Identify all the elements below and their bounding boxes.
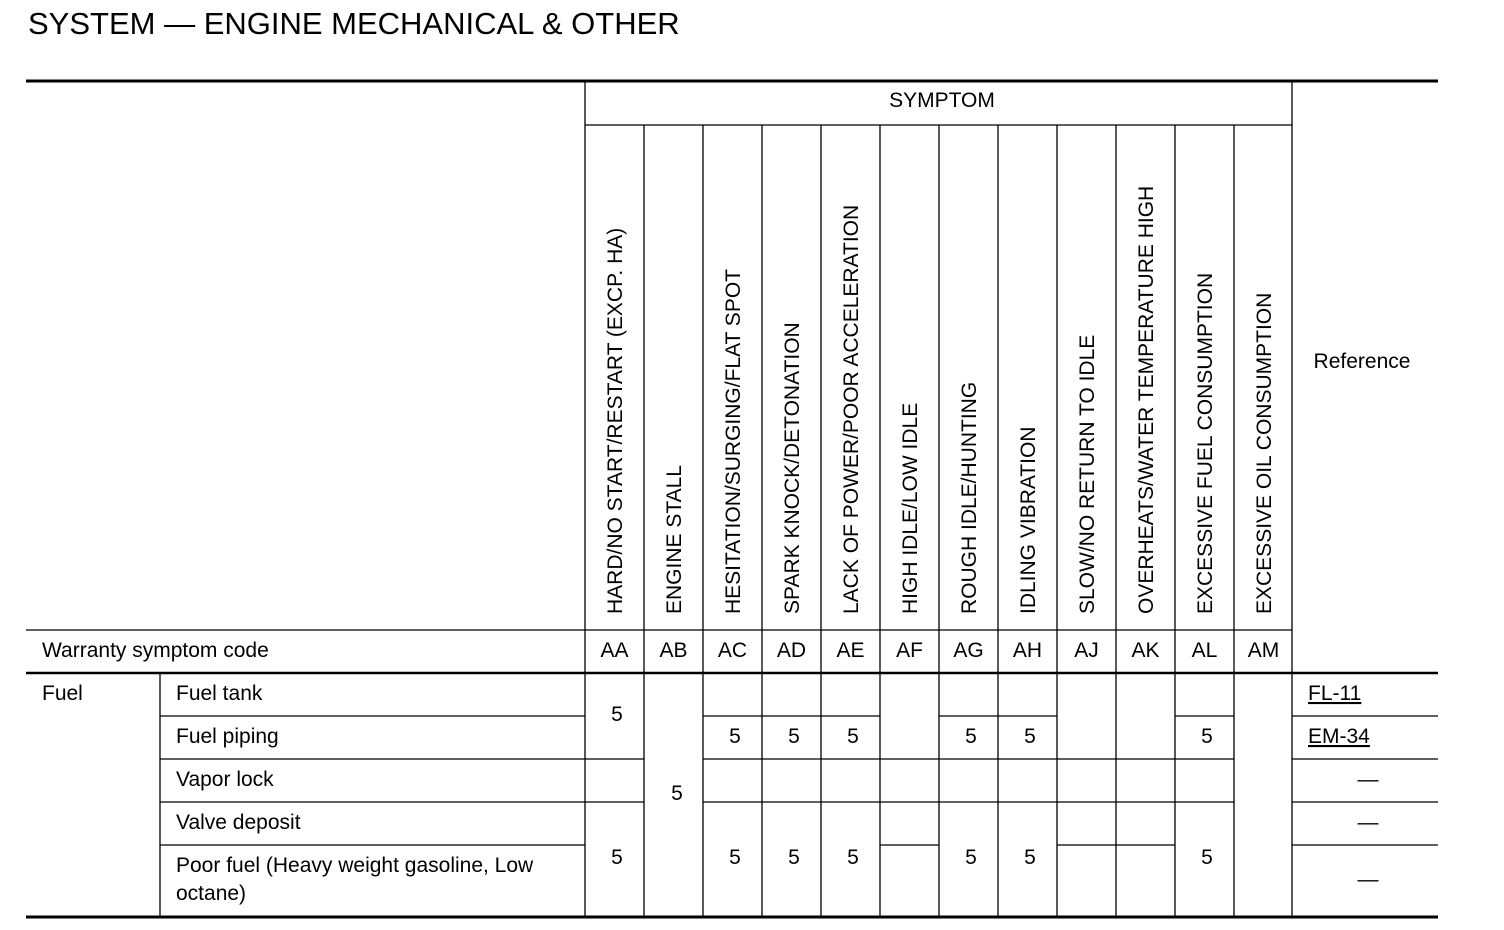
cell-value: 5 — [1024, 725, 1036, 748]
cell-value: 5 — [965, 846, 977, 869]
page-title: SYSTEM — ENGINE MECHANICAL & OTHER — [28, 6, 680, 41]
symptom-label-am: EXCESSIVE OIL CONSUMPTION — [1253, 292, 1276, 614]
symptom-label-ad: SPARK KNOCK/DETONATION — [781, 322, 804, 614]
code-ac: AC — [717, 639, 748, 662]
code-ag: AG — [953, 639, 984, 662]
reference-link-em-34[interactable] — [1308, 725, 1370, 748]
cell-value: 5 — [1201, 846, 1213, 869]
code-al: AL — [1191, 639, 1218, 662]
cell-value: 5 — [847, 725, 859, 748]
cell-value: 5 — [611, 846, 623, 869]
symptom-label-ab: ENGINE STALL — [663, 465, 686, 614]
code-ae: AE — [836, 639, 865, 662]
reference-dash: — — [1357, 811, 1379, 834]
code-ad: AD — [776, 639, 807, 662]
symptom-label-ak: OVERHEATS/WATER TEMPERATURE HIGH — [1135, 185, 1158, 614]
cell-value: 5 — [1024, 846, 1036, 869]
warranty-code-label: Warranty symptom code — [42, 639, 269, 662]
symptom-label-af: HIGH IDLE/LOW IDLE — [899, 402, 922, 614]
group-label-fuel: Fuel — [42, 682, 83, 705]
cell-value: 5 — [788, 846, 800, 869]
cell-value: 5 — [788, 725, 800, 748]
symptom-label-aj: SLOW/NO RETURN TO IDLE — [1076, 334, 1099, 614]
code-aa: AA — [600, 639, 629, 662]
row-label-poor-fuel-line2: octane) — [176, 882, 247, 905]
row-label-poor-fuel: Poor fuel (Heavy weight gasoline, Low — [176, 854, 534, 877]
cell-value: 5 — [1201, 725, 1213, 748]
code-ab: AB — [659, 639, 688, 662]
reference-header: Reference — [1313, 350, 1411, 373]
row-label-fuel-piping: Fuel piping — [176, 725, 279, 748]
cell-value: 5 — [729, 846, 741, 869]
code-af: AF — [896, 639, 923, 662]
cell-value: 5 — [847, 846, 859, 869]
symptom-label-ae: LACK OF POWER/POOR ACCELERATION — [840, 204, 863, 614]
cell-value: 5 — [611, 703, 623, 726]
symptom-header: SYMPTOM — [889, 89, 995, 112]
code-ah: AH — [1012, 639, 1043, 662]
reference-dash: — — [1357, 768, 1379, 791]
cell-value: 5 — [729, 725, 741, 748]
reference-fl-11[interactable]: FL-11 — [1308, 682, 1362, 705]
code-aj: AJ — [1074, 639, 1099, 662]
cell-value: 5 — [671, 782, 683, 805]
reference-dash: — — [1357, 868, 1379, 891]
cell-value: 5 — [965, 725, 977, 748]
code-ak: AK — [1131, 639, 1160, 662]
symptom-label-ah: IDLING VIBRATION — [1017, 426, 1040, 614]
row-label-vapor-lock: Vapor lock — [176, 768, 274, 791]
symptom-label-aa: HARD/NO START/RESTART (EXCP. HA) — [604, 227, 627, 614]
symptom-label-ag: ROUGH IDLE/HUNTING — [958, 381, 981, 614]
reference-em-34[interactable]: EM-34 — [1308, 725, 1370, 748]
symptom-label-al: EXCESSIVE FUEL CONSUMPTION — [1194, 272, 1217, 614]
code-am: AM — [1247, 639, 1280, 662]
symptom-label-ac: HESITATION/SURGING/FLAT SPOT — [722, 269, 745, 614]
reference-link-fl-11[interactable] — [1308, 682, 1361, 705]
row-label-valve-deposit: Valve deposit — [176, 811, 301, 834]
row-label-fuel-tank: Fuel tank — [176, 682, 263, 705]
